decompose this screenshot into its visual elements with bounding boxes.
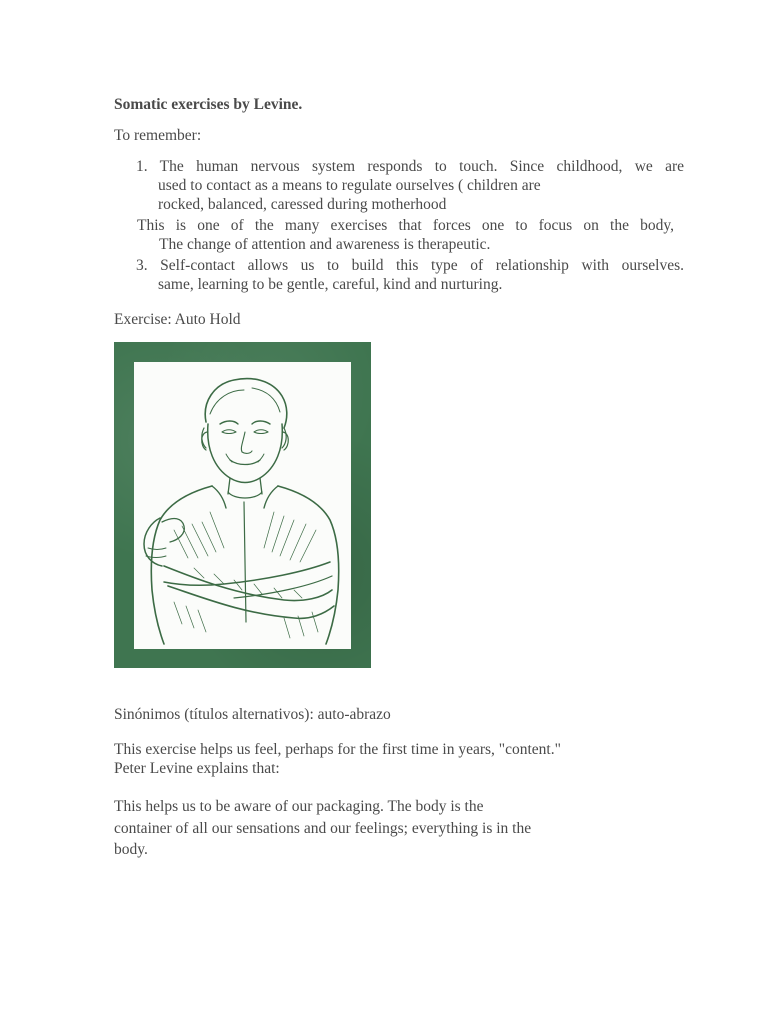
list-item-1 [136,157,684,214]
illustration-frame [114,342,371,668]
paragraph-1-line-1: This exercise helps us feel, perhaps for the first time in years, "content." [114,741,561,758]
list-item-3 [136,256,684,294]
list-item-1-line-2: used to contact as a means to regulate ourselves ( children are [158,177,541,194]
list-item-3-line-1: 3. Self-contact allows us to build this type of relationship with ourselves. [136,257,684,274]
list-item-2-line-1: This is one of the many exercises that forces one to focus on the body, [137,217,674,234]
list-item-1-line-3: rocked, balanced, caressed during motherhood [158,196,447,213]
synonyms-line: Sinónimos (títulos alternativos): auto-abrazo [114,706,391,723]
remember-label: To remember: [114,127,202,144]
list-item-2 [137,216,674,254]
list-item-2-line-2: The change of attention and awareness is therapeutic. [159,236,491,253]
paragraph-2-line-3: body. [114,841,148,858]
paragraph-1-line-2: Peter Levine explains that: [114,760,280,777]
list-item-1-line-1: 1. The human nervous system responds to touch. Since childhood, we are [136,158,684,175]
list-item-3-line-2: same, learning to be gentle, careful, kind and nurturing. [158,276,503,293]
paragraph-2-line-2: container of all our sensations and our feelings; everything is in the [114,819,532,837]
exercise-label: Exercise: Auto Hold [114,311,241,328]
self-hug-sketch-icon [134,362,351,649]
paragraph-2 [114,796,594,861]
illustration-panel [134,362,351,649]
paragraph-1 [114,740,634,778]
document-title: Somatic exercises by Levine. [114,96,303,113]
paragraph-2-line-1: This helps us to be aware of our packaging. The body is the [114,798,484,815]
